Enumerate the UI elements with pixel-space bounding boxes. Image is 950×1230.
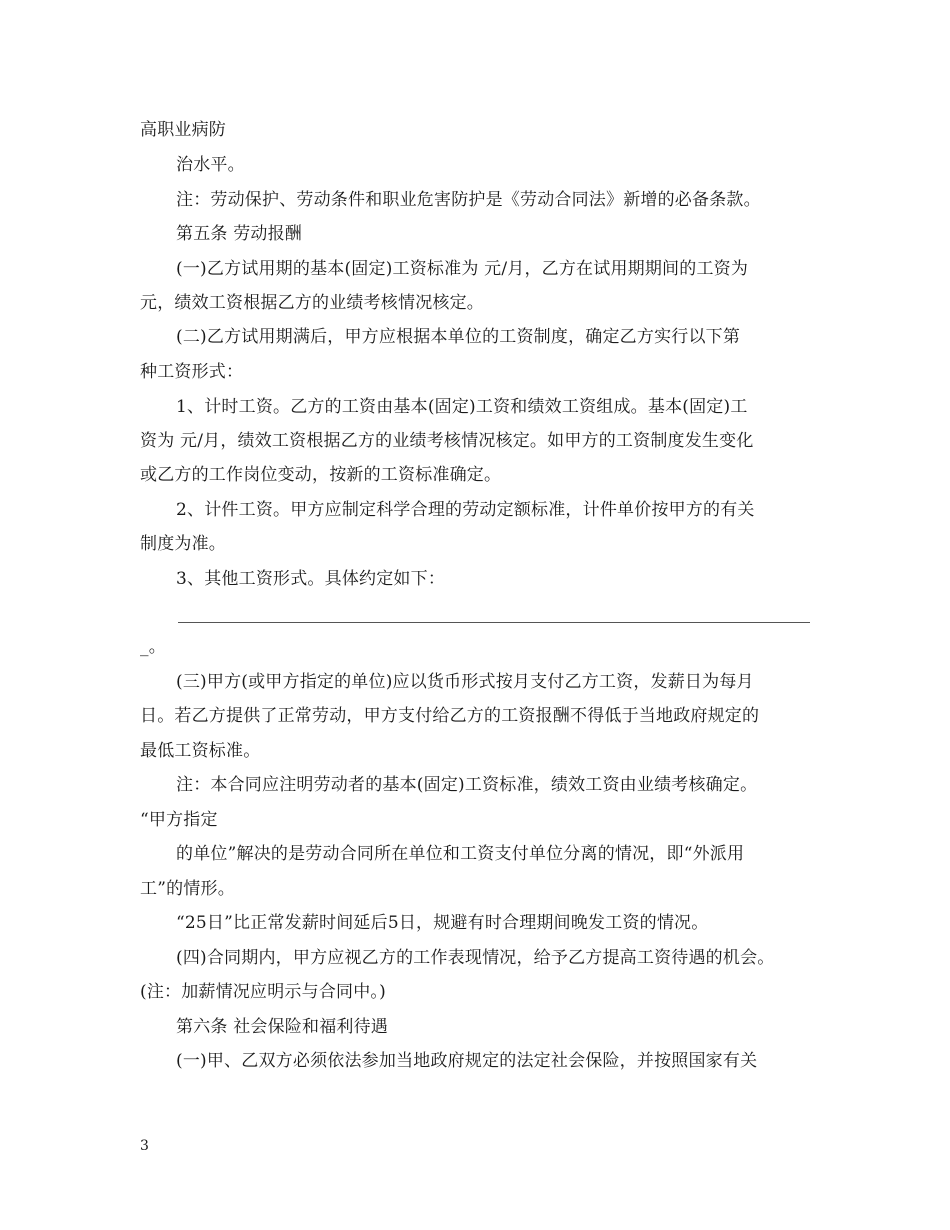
note-line: (注：加薪情况应明示与合同中。) <box>140 982 386 1002</box>
fill-in-blank-rule <box>178 622 810 623</box>
text-line: 高职业病防 <box>140 120 226 140</box>
text-line: 种工资形式： <box>140 362 244 382</box>
text-line: 资为 元/月，绩效工资根据乙方的业绩考核情况核定。如甲方的工资制度发生变化 <box>140 431 754 451</box>
text-line: 制度为准。 <box>140 534 226 554</box>
text-line: 3、其他工资形式。具体约定如下： <box>176 569 446 589</box>
text-line: 2、计件工资。甲方应制定科学合理的劳动定额标准，计件单价按甲方的有关 <box>176 500 755 520</box>
text-line: 工”的情形。 <box>140 879 235 899</box>
text-line: 元，绩效工资根据乙方的业绩考核情况核定。 <box>140 293 484 313</box>
text-line: “25日”比正常发薪时间延后5日，规避有时合理期间晚发工资的情况。 <box>176 913 709 933</box>
text-line: (一)甲、乙双方必须依法参加当地政府规定的法定社会保险，并按照国家有关 <box>176 1051 758 1071</box>
text-line: “甲方指定 <box>140 810 218 830</box>
note-line: 注：本合同应注明劳动者的基本(固定)工资标准，绩效工资由业绩考核确定。 <box>176 775 758 795</box>
page-number: 3 <box>140 1138 149 1154</box>
text-line: (二)乙方试用期满后，甲方应根据本单位的工资制度，确定乙方实行以下第 <box>176 327 741 347</box>
text-line: (三)甲方(或甲方指定的单位)应以货币形式按月支付乙方工资，发薪日为每月 <box>176 672 754 692</box>
text-line: 或乙方的工作岗位变动，按新的工资标准确定。 <box>140 465 502 485</box>
text-line: (四)合同期内，甲方应视乙方的工作表现情况，给予乙方提高工资待遇的机会。 <box>176 948 775 968</box>
text-line: 最低工资标准。 <box>140 741 261 761</box>
text-line: 1、计时工资。乙方的工资由基本(固定)工资和绩效工资组成。基本(固定)工 <box>176 397 748 417</box>
text-line: 日。若乙方提供了正常劳动，甲方支付给乙方的工资报酬不得低于当地政府规定的 <box>140 706 760 726</box>
article-heading: 第六条 社会保险和福利待遇 <box>176 1017 389 1037</box>
note-line: 注：劳动保护、劳动条件和职业危害防护是《劳动合同法》新增的必备条款。 <box>176 190 761 210</box>
text-line: 的单位”解决的是劳动合同所在单位和工资支付单位分离的情况，即“外派用 <box>176 844 745 864</box>
text-line: 治水平。 <box>176 155 245 175</box>
text-line: (一)乙方试用期的基本(固定)工资标准为 元/月，乙方在试用期期间的工资为 <box>176 259 749 279</box>
text-line: _。 <box>140 637 166 657</box>
article-heading: 第五条 劳动报酬 <box>176 224 303 244</box>
